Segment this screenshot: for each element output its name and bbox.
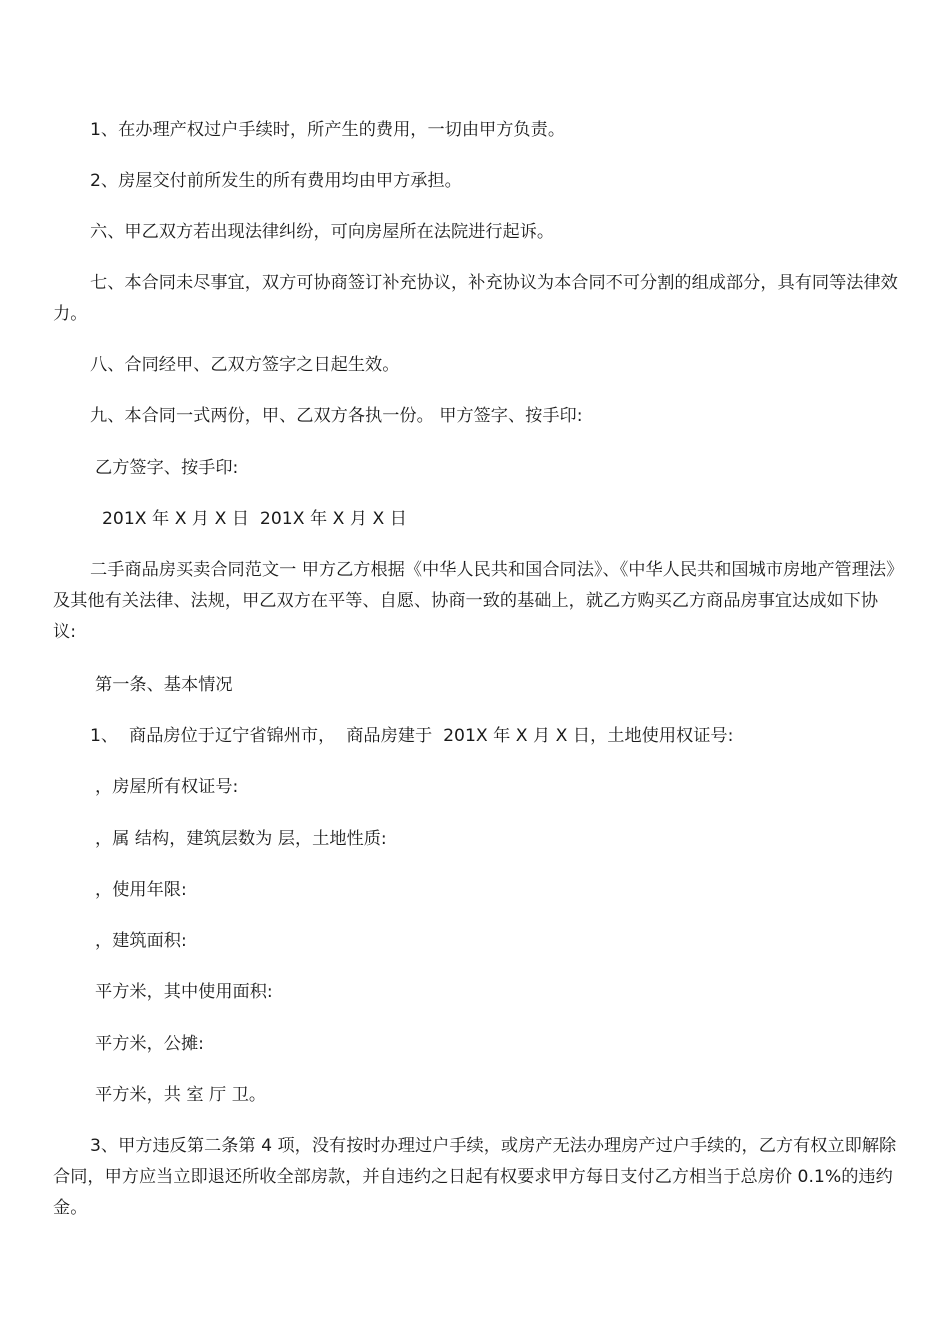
paragraph-property-location: 1、 商品房位于辽宁省锦州市， 商品房建于 201X 年 X 月 X 日，土地使用权证号:	[90, 726, 734, 746]
paragraph-clause-six: 六、甲乙双方若出现法律纠纷，可向房屋所在法院进行起诉。	[90, 222, 555, 242]
paragraph-delivery-fees: 2、房屋交付前所发生的所有费用均由甲方承担。	[90, 171, 462, 191]
signature-dates: 201X 年 X 月 X 日 201X 年 X 月 X 日	[102, 509, 407, 529]
field-usable-area: 平方米，其中使用面积:	[95, 982, 273, 1002]
field-ownership-certificate: ，房屋所有权证号:	[95, 777, 239, 797]
field-structure: ，属 结构，建筑层数为 层，土地性质:	[95, 829, 387, 849]
paragraph-clause-eight: 八、合同经甲、乙双方签字之日起生效。	[90, 355, 400, 375]
paragraph-clause-nine: 九、本合同一式两份，甲、乙双方各执一份。 甲方签字、按手印:	[90, 406, 583, 426]
field-building-area: ，建筑面积:	[95, 931, 187, 951]
field-room-layout: 平方米，共 室 厅 卫。	[95, 1085, 267, 1105]
section-heading-basic-info: 第一条、基本情况	[95, 675, 233, 695]
field-shared-area: 平方米，公摊:	[95, 1034, 204, 1054]
paragraph-clause-seven: 七、本合同未尽事宜，双方可协商签订补充协议，补充协议为本合同不可分割的组成部分，具有同等法律效力。	[53, 273, 898, 324]
paragraph-transfer-fees: 1、在办理产权过户手续时，所产生的费用，一切由甲方负责。	[90, 120, 566, 140]
paragraph-contract-intro: 二手商品房买卖合同范文一 甲方乙方根据《中华人民共和国合同法》、《中华人民共和国城市房地产管理法》及其他有关法律、法规，甲乙双方在平等、自愿、协商一致的基础上，就乙方购买乙方商品房事宜达成如下协议:	[53, 560, 895, 642]
field-usage-years: ，使用年限:	[95, 880, 187, 900]
paragraph-breach-penalty: 3、甲方违反第二条第 4 项，没有按时办理过户手续，或房产无法办理房产过户手续的，乙方有权立即解除合同，甲方应当立即退还所收全部房款，并自违约之日起有权要求甲方每日支付乙方相当于总房价 0.1%的违约金。	[53, 1136, 897, 1218]
signature-party-b-label: 乙方签字、按手印:	[95, 458, 239, 478]
